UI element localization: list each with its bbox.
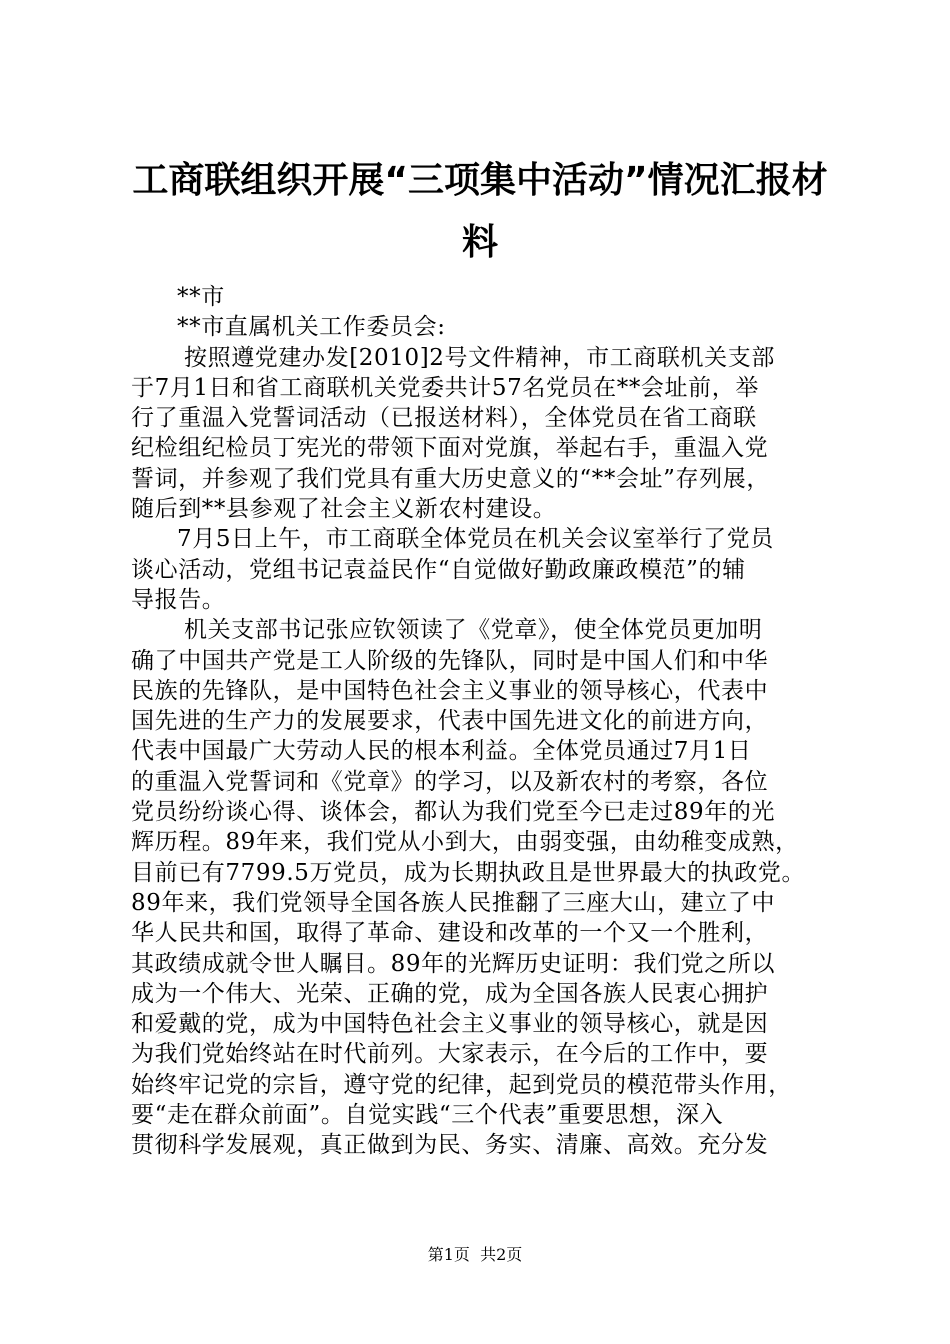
text-line: 机关支部书记张应钦领读了《党章》，使全体党员更加明: [184, 617, 763, 644]
text-line: 目前已有7799.5万党员，成为长期执政且是世界最大的执政党。: [131, 859, 806, 886]
text-line: 要“走在群众前面”。自觉实践“三个代表”重要思想，深入: [131, 1102, 724, 1129]
text-line: 代表中国最广大劳动人民的根本利益。全体党员通过7月1日: [131, 738, 752, 765]
text-line: 民族的先锋队，是中国特色社会主义事业的领导核心，代表中: [131, 677, 769, 704]
page-number-label: 第1页 共2页: [427, 1245, 523, 1264]
text-line: 按照遵党建办发[2010]2号文件精神，市工商联机关支部: [184, 344, 775, 371]
text-line: 7月5日上午，市工商联全体党员在机关会议室举行了党员: [177, 526, 774, 553]
text-line: 为我们党始终站在时代前列。大家表示，在今后的工作中，要: [131, 1041, 769, 1068]
text-line: 贯彻科学发展观，真正做到为民、务实、清廉、高效。充分发: [131, 1132, 769, 1159]
text-line: 于7月1日和省工商联机关党委共计57名党员在**会址前，举: [131, 374, 759, 401]
text-line: 誓词，并参观了我们党具有重大历史意义的“**会址”存列展，: [131, 465, 770, 492]
paragraph-3: [131, 615, 831, 1160]
text-line: 确了中国共产党是工人阶级的先锋队，同时是中国人们和中华: [131, 647, 769, 674]
text-line: 其政绩成就令世人瞩目。89年的光辉历史证明：我们党之所以: [131, 950, 776, 977]
recipient-line: **市: [177, 284, 225, 310]
text-line: 辉历程。89年来，我们党从小到大，由弱变强，由幼稚变成熟，: [131, 829, 799, 856]
text-line: 成为一个伟大、光荣、正确的党，成为全国各族人民衷心拥护: [131, 980, 769, 1007]
text-line: 党员纷纷谈心得、谈体会，都认为我们党至今已走过89年的光: [131, 799, 776, 826]
text-line: 和爱戴的党，成为中国特色社会主义事业的领导核心，就是因: [131, 1011, 769, 1038]
text-line: 89年来，我们党领导全国各族人民推翻了三座大山，建立了中: [131, 889, 776, 916]
text-line: 纪检组纪检员丁宪光的带领下面对党旗，举起右手，重温入党: [131, 435, 769, 462]
text-line: 谈心活动，党组书记袁益民作“自觉做好勤政廉政模范”的辅: [131, 556, 746, 583]
text-line: 的重温入党誓词和《党章》的学习，以及新农村的考察，各位: [131, 768, 769, 795]
text-line: 始终牢记党的宗旨，遵守党的纪律，起到党员的模范带头作用，: [131, 1071, 792, 1098]
recipient-line: **市直属机关工作委员会:: [177, 314, 446, 341]
document-body: [131, 282, 831, 1161]
document-title-line-2: 料: [461, 222, 498, 263]
paragraph-1: [131, 343, 831, 525]
text-line: 华人民共和国，取得了革命、建设和改革的一个又一个胜利，: [131, 920, 769, 947]
paragraph-2: [131, 524, 831, 615]
page-footer: [0, 1245, 950, 1265]
text-line: 导报告。: [131, 586, 226, 613]
text-line: 行了重温入党誓词活动（已报送材料），全体党员在省工商联: [131, 405, 757, 432]
text-line: 国先进的生产力的发展要求，代表中国先进文化的前进方向，: [131, 708, 769, 735]
text-line: 随后到**县参观了社会主义新农村建设。: [131, 496, 557, 523]
document-title-line-1: 工商联组织开展“三项集中活动”情况汇报材: [132, 160, 828, 201]
